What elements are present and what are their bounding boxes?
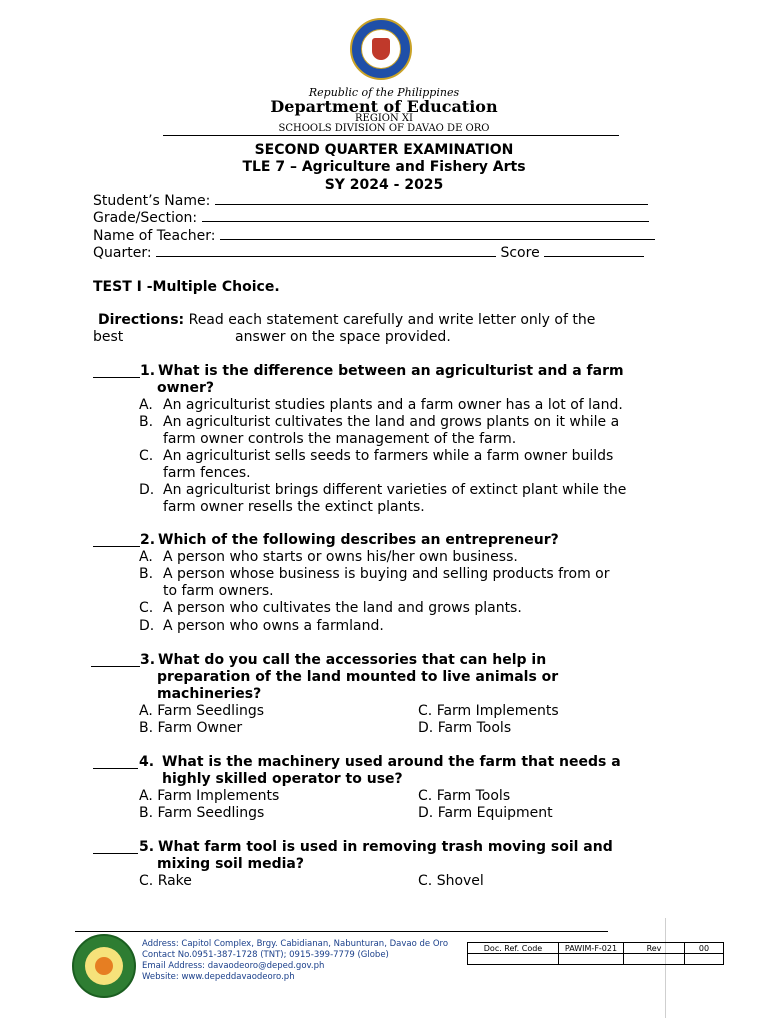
option-1c: C. (139, 448, 154, 464)
grade-section-blank[interactable] (202, 209, 649, 222)
option-2b-text: A person whose business is buying and selling products from or (163, 566, 610, 582)
republic-text: Republic of the Philippines (308, 86, 460, 99)
document-reference-table (467, 942, 724, 965)
option-1c-text-cont: farm fences. (163, 465, 251, 481)
footer-contact: Contact No.0951-387-1728 (TNT); 0915-399-7779 (Globe) (142, 950, 389, 960)
student-name-label: Student’s Name: (93, 193, 211, 209)
directions-best: best (93, 329, 124, 345)
option-4a: A. Farm Implements (139, 788, 280, 804)
region-text: REGION XI (355, 113, 413, 124)
quarter-blank[interactable] (156, 244, 496, 257)
rev-value: 00 (685, 943, 724, 954)
option-3b: B. Farm Owner (139, 720, 243, 736)
option-2a-text: A person who starts or owns his/her own business. (163, 549, 518, 565)
question-text-cont: preparation of the land mounted to live animals or (157, 669, 559, 685)
option-1b: B. (139, 414, 154, 430)
footer-divider (75, 931, 608, 932)
question-number: 4. (139, 754, 155, 770)
question-number: 1. (140, 363, 156, 379)
option-3c: C. Farm Implements (418, 703, 559, 719)
ref-empty-cell (468, 954, 559, 965)
question-number: 5. (139, 839, 155, 855)
test-title: TEST I -Multiple Choice. (93, 279, 280, 295)
davao-de-oro-division-logo (72, 934, 136, 998)
answer-blank-3[interactable] (91, 654, 140, 667)
option-4d: D. Farm Equipment (418, 805, 553, 821)
option-1a: A. (139, 397, 153, 413)
exam-subject: TLE 7 – Agriculture and Fishery Arts (242, 159, 526, 175)
option-2b-text-cont: to farm owners. (163, 583, 274, 599)
exam-title: SECOND QUARTER EXAMINATION (254, 142, 514, 158)
teacher-blank[interactable] (220, 227, 655, 240)
question-text: Which of the following describes an entrepreneur? (158, 532, 559, 548)
option-1b-text: An agriculturist cultivates the land and grows plants on it while a (163, 414, 620, 430)
student-name-blank[interactable] (215, 192, 648, 205)
quarter-field[interactable] (93, 244, 644, 261)
option-1a-text: An agriculturist studies plants and a farm owner has a lot of land. (163, 397, 623, 413)
answer-blank-1[interactable] (93, 365, 140, 378)
deped-seal-logo (350, 18, 412, 80)
footer-address: Address: Capitol Complex, Brgy. Cabidianan, Nabunturan, Davao de Oro (142, 939, 449, 949)
grade-section-field[interactable] (93, 209, 649, 226)
question-text-cont: highly skilled operator to use? (162, 771, 403, 787)
option-2d-text: A person who owns a farmland. (163, 618, 384, 634)
question-text: What do you call the accessories that can help in (158, 652, 547, 668)
question-text: What is the difference between an agriculturist and a farm (158, 363, 624, 379)
footer-vertical-line (665, 918, 666, 1018)
question-text: What farm tool is used in removing trash moving soil and (158, 839, 613, 855)
exam-school-year: SY 2024 - 2025 (324, 177, 444, 193)
directions-text: Read each statement carefully and write letter only of the (188, 312, 596, 328)
footer-website: Website: www.depeddavaodeoro.ph (142, 972, 295, 982)
option-5-second: C. Shovel (418, 873, 484, 889)
division-text: SCHOOLS DIVISION OF DAVAO DE ORO (278, 123, 490, 134)
teacher-label: Name of Teacher: (93, 228, 216, 244)
ref-label: Doc. Ref. Code (468, 943, 559, 954)
footer-email: Email Address: davaodeoro@deped.gov.ph (142, 961, 325, 971)
option-3a: A. Farm Seedlings (139, 703, 265, 719)
department-title: Department of Education (270, 97, 498, 116)
score-blank[interactable] (544, 244, 644, 257)
option-1b-text-cont: farm owner controls the management of the farm. (163, 431, 517, 447)
option-2c-text: A person who cultivates the land and grows plants. (163, 600, 522, 616)
option-4b: B. Farm Seedlings (139, 805, 265, 821)
score-label: Score (500, 245, 540, 261)
option-5-first: C. Rake (139, 873, 192, 889)
option-2a: A. (139, 549, 153, 565)
header-divider (163, 135, 619, 136)
question-number: 3. (140, 652, 156, 668)
option-1d: D. (139, 482, 155, 498)
question-text: What is the machinery used around the farm that needs a (162, 754, 621, 770)
option-4c: C. Farm Tools (418, 788, 511, 804)
rev-label: Rev (624, 943, 685, 954)
option-1d-text-cont: farm owner resells the extinct plants. (163, 499, 425, 515)
question-number: 2. (140, 532, 156, 548)
teacher-field[interactable] (93, 227, 655, 244)
option-1c-text: An agriculturist sells seeds to farmers while a farm owner builds (163, 448, 614, 464)
ref-empty-cell (559, 954, 624, 965)
directions (98, 312, 595, 328)
ref-empty-cell (624, 954, 685, 965)
answer-blank-2[interactable] (93, 534, 140, 547)
answer-blank-5[interactable] (93, 841, 138, 854)
grade-section-label: Grade/Section: (93, 210, 198, 226)
option-3d: D. Farm Tools (418, 720, 512, 736)
option-2b: B. (139, 566, 154, 582)
directions-cont: answer on the space provided. (235, 329, 451, 345)
answer-blank-4[interactable] (93, 756, 138, 769)
student-name-field[interactable] (93, 192, 648, 209)
option-1d-text: An agriculturist brings different varieties of extinct plant while the (163, 482, 627, 498)
quarter-label: Quarter: (93, 245, 152, 261)
ref-code: PAWIM-F-021 (559, 943, 624, 954)
directions-label: Directions: (98, 312, 185, 328)
option-2d: D. (139, 618, 155, 634)
question-text-cont: owner? (157, 380, 215, 396)
ref-empty-cell (685, 954, 724, 965)
question-text-cont: mixing soil media? (157, 856, 304, 872)
question-text-cont: machineries? (157, 686, 262, 702)
option-2c: C. (139, 600, 154, 616)
